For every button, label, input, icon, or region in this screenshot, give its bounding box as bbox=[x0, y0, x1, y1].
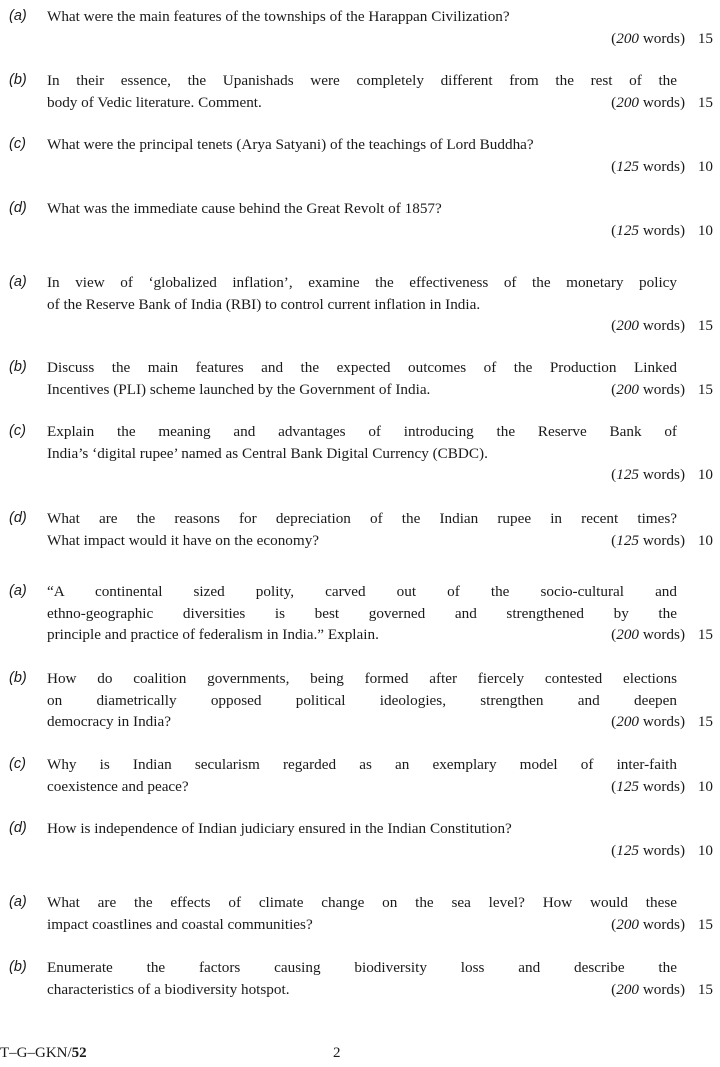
question-line: on diametrically opposed political ideologies, strengthen and deepen bbox=[47, 691, 677, 709]
question-meta bbox=[611, 624, 713, 646]
word-unit: words bbox=[642, 713, 680, 731]
word-limit: (125 words) bbox=[611, 221, 685, 239]
question-marks: 15 bbox=[697, 380, 713, 398]
word-unit: words bbox=[642, 915, 680, 933]
question-label: (d) bbox=[9, 820, 27, 836]
word-limit: (200 words) bbox=[611, 29, 685, 47]
word-unit: words bbox=[642, 221, 680, 239]
question-marks: 10 bbox=[697, 466, 713, 484]
question-text bbox=[47, 508, 677, 551]
question-line: body of Vedic literature. Comment. bbox=[47, 93, 262, 111]
question-label: (b) bbox=[9, 359, 27, 375]
word-count: 200 bbox=[616, 317, 640, 335]
question-marks: 15 bbox=[697, 93, 713, 111]
question-meta bbox=[611, 914, 713, 936]
question-label: (b) bbox=[9, 959, 27, 975]
question-line: How do coalition governments, being formed after fiercely contested elections bbox=[47, 670, 677, 687]
word-limit: (200 words) bbox=[611, 317, 685, 335]
question-line: How is independence of Indian judiciary ensured in the Indian Constitution? bbox=[47, 820, 512, 837]
question-line: What were the main features of the townships of the Harappan Civilization? bbox=[47, 8, 510, 25]
question-line: Discuss the main features and the expected outcomes of the Production Linked bbox=[47, 359, 677, 376]
question-line: Explain the meaning and advantages of introducing the Reserve Bank of bbox=[47, 423, 677, 440]
word-unit: words bbox=[642, 531, 680, 549]
question-marks: 15 bbox=[697, 626, 713, 644]
word-limit: (125 words) bbox=[611, 531, 685, 549]
question-text bbox=[47, 6, 677, 28]
word-unit: words bbox=[642, 466, 680, 484]
question-line: In view of ‘globalized inflation’, examine the effectiveness of the monetary policy bbox=[47, 274, 677, 291]
question-meta bbox=[611, 979, 713, 1001]
word-count: 125 bbox=[616, 841, 640, 859]
question-meta bbox=[611, 220, 713, 242]
paper-code: T–G–GKN/52 bbox=[0, 1045, 87, 1061]
question-meta bbox=[611, 156, 713, 178]
word-count: 200 bbox=[616, 380, 640, 398]
page-number: 2 bbox=[333, 1045, 341, 1061]
word-count: 125 bbox=[616, 531, 640, 549]
question-label: (d) bbox=[9, 200, 27, 216]
question-marks: 10 bbox=[697, 777, 713, 795]
question-label: (c) bbox=[9, 756, 26, 772]
question-label: (a) bbox=[9, 894, 27, 910]
word-limit: (200 words) bbox=[611, 713, 685, 731]
question-marks: 15 bbox=[697, 915, 713, 933]
word-unit: words bbox=[642, 777, 680, 795]
question-label: (d) bbox=[9, 510, 27, 526]
question-meta bbox=[611, 840, 713, 862]
question-text bbox=[47, 818, 677, 840]
question-line: Why is Indian secularism regarded as an exemplary model of inter-faith bbox=[47, 756, 677, 773]
word-unit: words bbox=[642, 380, 680, 398]
question-meta bbox=[611, 711, 713, 733]
word-limit: (125 words) bbox=[611, 157, 685, 175]
question-line: coexistence and peace? bbox=[47, 777, 189, 795]
question-marks: 15 bbox=[697, 713, 713, 731]
word-count: 200 bbox=[616, 713, 640, 731]
question-label: (a) bbox=[9, 583, 27, 599]
word-count: 125 bbox=[616, 466, 640, 484]
question-line: India’s ‘digital rupee’ named as Central Bank Digital Currency (CBDC). bbox=[47, 444, 488, 462]
question-line: characteristics of a biodiversity hotspot. bbox=[47, 980, 290, 998]
question-marks: 10 bbox=[697, 157, 713, 175]
question-text bbox=[47, 754, 677, 797]
question-meta bbox=[611, 315, 713, 337]
question-line: What was the immediate cause behind the Great Revolt of 1857? bbox=[47, 200, 442, 217]
word-count: 125 bbox=[616, 157, 640, 175]
question-line: “A continental sized polity, carved out of the socio-cultural and bbox=[47, 583, 677, 600]
word-limit: (125 words) bbox=[611, 466, 685, 484]
question-text bbox=[47, 957, 677, 1000]
question-label: (a) bbox=[9, 8, 27, 24]
question-line: of the Reserve Bank of India (RBI) to control current inflation in India. bbox=[47, 295, 481, 313]
word-count: 200 bbox=[616, 626, 640, 644]
question-marks: 10 bbox=[697, 841, 713, 859]
question-meta bbox=[611, 530, 713, 552]
word-unit: words bbox=[642, 841, 680, 859]
question-meta bbox=[611, 464, 713, 486]
word-count: 125 bbox=[616, 777, 640, 795]
question-text bbox=[47, 70, 677, 113]
question-line: What were the principal tenets (Arya Satyani) of the teachings of Lord Buddha? bbox=[47, 136, 534, 153]
question-text bbox=[47, 581, 677, 646]
question-line: principle and practice of federalism in India.” Explain. bbox=[47, 626, 379, 644]
word-limit: (200 words) bbox=[611, 626, 685, 644]
question-line: What impact would it have on the economy? bbox=[47, 531, 320, 549]
question-label: (a) bbox=[9, 274, 27, 290]
word-limit: (125 words) bbox=[611, 777, 685, 795]
question-marks: 10 bbox=[697, 531, 713, 549]
word-limit: (200 words) bbox=[611, 915, 685, 933]
word-count: 200 bbox=[616, 29, 640, 47]
question-line: In their essence, the Upanishads were completely different from the rest of the bbox=[47, 72, 677, 89]
question-text bbox=[47, 668, 677, 733]
word-unit: words bbox=[642, 626, 680, 644]
word-unit: words bbox=[642, 157, 680, 175]
question-marks: 15 bbox=[697, 29, 713, 47]
question-line: What are the reasons for depreciation of the Indian rupee in recent times? bbox=[47, 510, 677, 527]
word-limit: (125 words) bbox=[611, 841, 685, 859]
word-limit: (200 words) bbox=[611, 93, 685, 111]
question-meta bbox=[611, 28, 713, 50]
question-text bbox=[47, 134, 677, 156]
question-text bbox=[47, 198, 677, 220]
question-label: (b) bbox=[9, 670, 27, 686]
question-meta bbox=[611, 379, 713, 401]
question-marks: 15 bbox=[697, 980, 713, 998]
word-unit: words bbox=[642, 93, 680, 111]
question-meta bbox=[611, 92, 713, 114]
question-label: (b) bbox=[9, 72, 27, 88]
question-label: (c) bbox=[9, 423, 26, 439]
question-text bbox=[47, 357, 677, 400]
question-marks: 10 bbox=[697, 221, 713, 239]
word-unit: words bbox=[642, 29, 680, 47]
word-unit: words bbox=[642, 317, 680, 335]
question-line: ethno-geographic diversities is best governed and strengthened by the bbox=[47, 604, 677, 622]
question-text bbox=[47, 272, 677, 315]
question-marks: 15 bbox=[697, 317, 713, 335]
word-count: 200 bbox=[616, 980, 640, 998]
word-limit: (200 words) bbox=[611, 980, 685, 998]
word-count: 125 bbox=[616, 221, 640, 239]
question-line: What are the effects of climate change on the sea level? How would these bbox=[47, 894, 677, 911]
word-unit: words bbox=[642, 980, 680, 998]
word-limit: (200 words) bbox=[611, 380, 685, 398]
question-text bbox=[47, 421, 677, 464]
question-label: (c) bbox=[9, 136, 26, 152]
question-line: Enumerate the factors causing biodiversity loss and describe the bbox=[47, 959, 677, 976]
question-line: Incentives (PLI) scheme launched by the Government of India. bbox=[47, 380, 431, 398]
question-meta bbox=[611, 776, 713, 798]
question-text bbox=[47, 892, 677, 935]
question-line: democracy in India? bbox=[47, 713, 171, 731]
word-count: 200 bbox=[616, 93, 640, 111]
question-line: impact coastlines and coastal communities? bbox=[47, 915, 313, 933]
word-count: 200 bbox=[616, 915, 640, 933]
page-footer bbox=[0, 1043, 720, 1067]
